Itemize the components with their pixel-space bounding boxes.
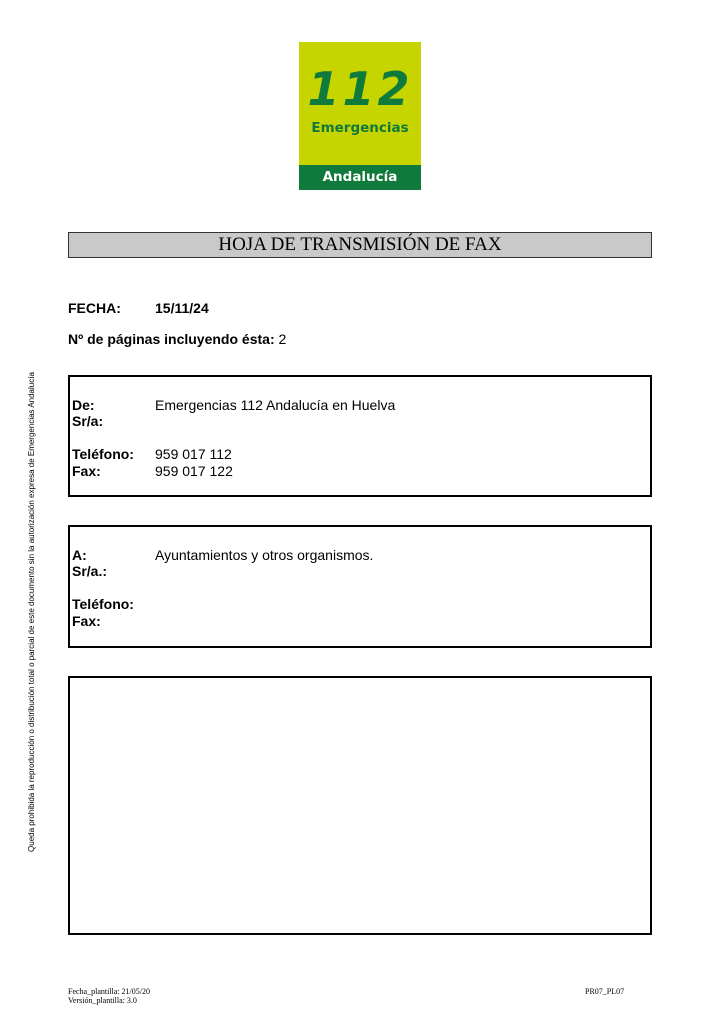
sender-phone-label: Teléfono: (72, 446, 134, 462)
recipient-box (68, 525, 652, 648)
sender-fax-value: 959 017 122 (155, 463, 233, 479)
recipient-sra-label: Sr/a.: (72, 563, 108, 579)
de-label: De: (72, 397, 95, 413)
logo-word: Emergencias (311, 120, 409, 136)
a-value: Ayuntamientos y otros organismos. (155, 547, 374, 563)
footer-code: PR07_PL07 (585, 987, 625, 996)
logo-number: 112 (307, 62, 413, 116)
de-value: Emergencias 112 Andalucía en Huelva (155, 397, 396, 413)
pages-line (68, 331, 286, 348)
side-notice: Queda prohibida la reproducción o distribución total o parcial de este documento sin la autorización expresa de Emergencias Andalucía (27, 372, 36, 852)
message-box (68, 676, 652, 935)
recipient-fax-label: Fax: (72, 613, 101, 629)
a-label: A: (72, 547, 87, 563)
pages-label: Nº de páginas incluyendo ésta: (68, 331, 275, 347)
fecha-value: 15/11/24 (155, 300, 209, 316)
document-title: HOJA DE TRANSMISIÓN DE FAX (68, 232, 652, 258)
recipient-phone-label: Teléfono: (72, 596, 134, 612)
pages-value: 2 (278, 331, 287, 347)
emergencias-112-logo (299, 42, 421, 190)
sender-sra-label: Sr/a: (72, 413, 104, 429)
sender-phone-value: 959 017 112 (155, 446, 232, 462)
footer-template-version: Versión_plantilla: 3.0 (68, 996, 137, 1005)
logo-region: Andalucía (299, 165, 421, 190)
fecha-label: FECHA: (68, 300, 121, 316)
sender-box (68, 375, 652, 497)
sender-fax-label: Fax: (72, 463, 101, 479)
footer-template-date: Fecha_plantilla: 21/05/20 (68, 987, 150, 996)
